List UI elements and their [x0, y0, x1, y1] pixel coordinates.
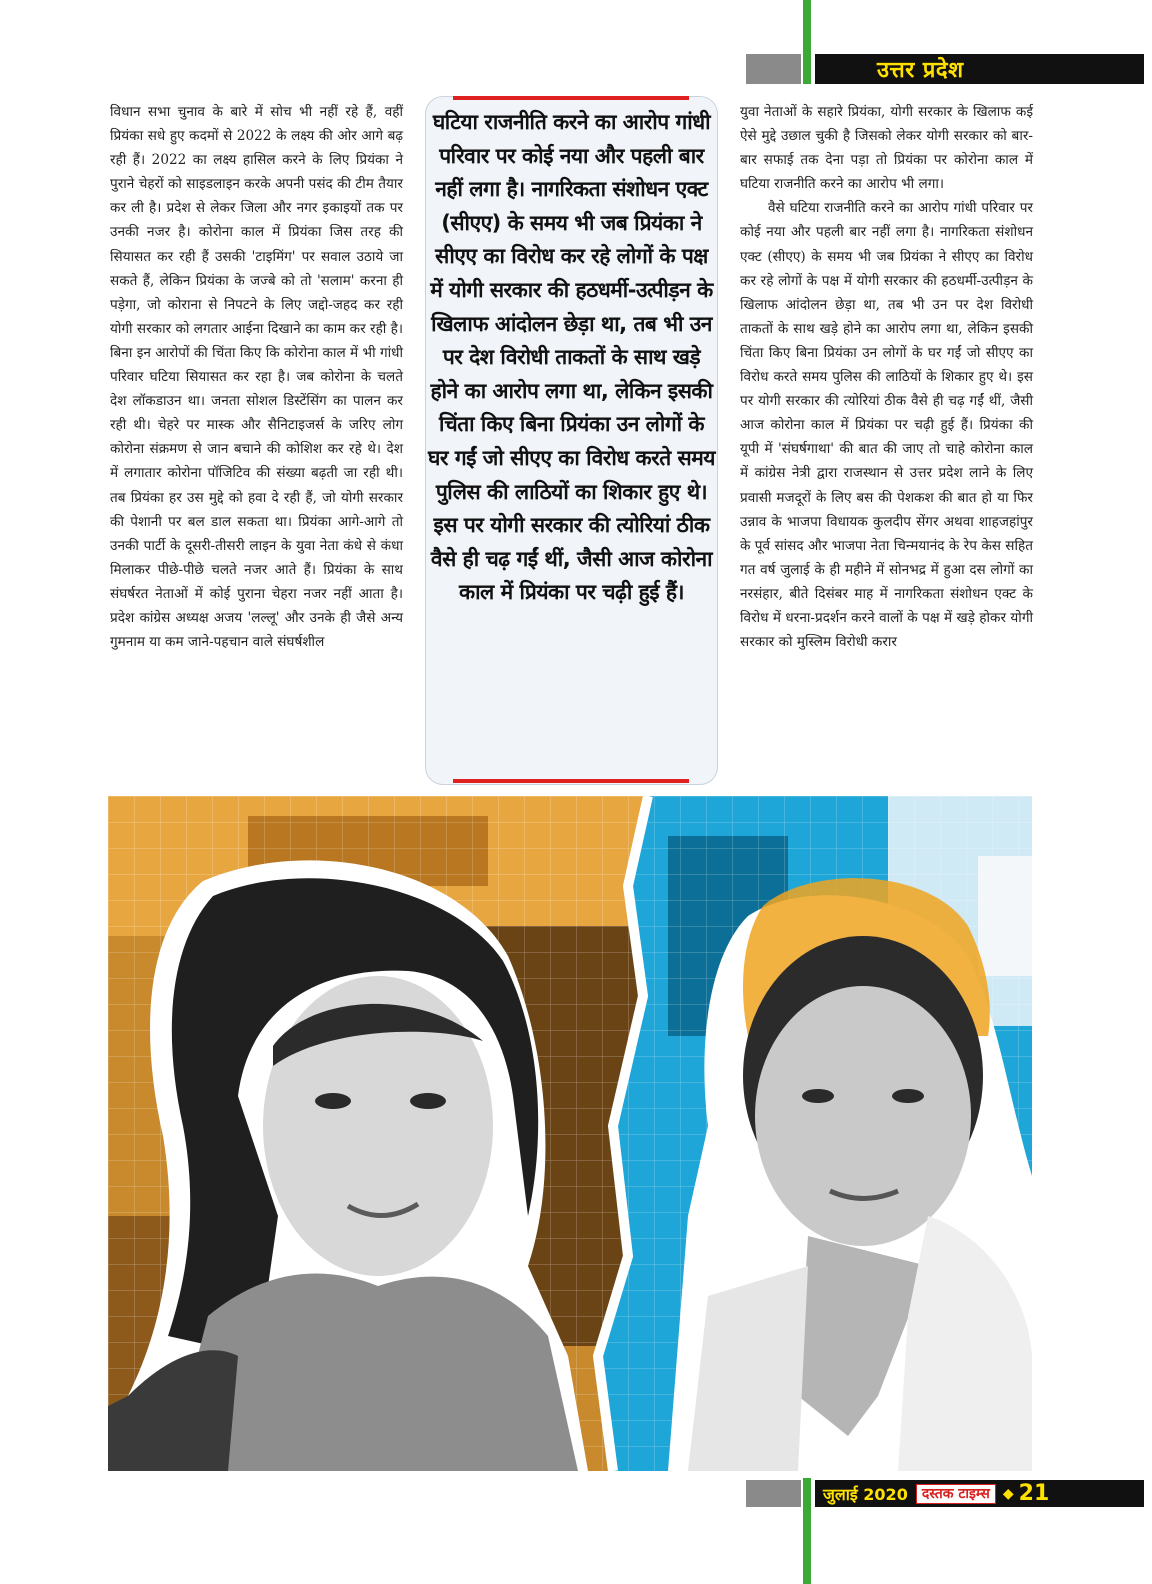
- article-paragraph: विधान सभा चुनाव के बारे में सोच भी नहीं रहे हैं, वहीं प्रियंका सधे हुए कदमों से 2022 के लक्ष्य की ओर आगे बढ़ रही हैं। 2022 का लक्ष्य हासिल करने के लिए प्रियंका ने पुराने चेहरों को साइडलाइन करके अपनी पसंद की टीम तैयार कर ली है। प्रदेश से लेकर जिला और नगर इकाइयों तक पर उनकी नजर है। कोरोना काल में प्रियंका जिस तरह की सियासत कर रही हैं उसकी 'टाइमिंग' पर सवाल उठाये जा सकते हैं, लेकिन प्रियंका के जज्बे को तो 'सलाम' करना ही पड़ेगा, जो कोराना से निपटने के लिए जद्दो-जहद कर रही योगी सरकार को लगतार आईना दिखाने का काम कर रही है। बिना इन आरोपों की चिंता किए कि कोरोना काल में भी गांधी परिवार घटिया सियासत कर रहा है। जब कोरोना के चलते देश लॉकडाउन था। जनता सोशल डिस्टेंसिंग का पालन कर रही थी। चेहरे पर मास्क और सैनिटाइजर्स के जरिए लोग कोरोना संक्रमण से जान बचाने की कोशिश कर रहे थे। देश में लगातार कोरोना पॉजिटिव की संख्या बढ़ती जा रही थी। तब प्रियंका हर उस मुद्दे को हवा दे रही हैं, जो योगी सरकार की पेशानी पर बल डाल सकता था। प्रियंका आगे-आगे तो उनकी पार्टी के दूसरी-तीसरी लाइन के युवा नेता कंधे से कंधा मिलाकर पीछे-पीछे चलते नजर आते हैं। प्रियंका के साथ संघर्षरत नेताओं में कोई पुराना चेहरा नजर नहीं आता है। प्रदेश कांग्रेस अध्यक्ष अजय 'लल्लू' और उनके ही जैसे अन्य गुमनाम या कम जाने-पहचान वाले संघर्षशील: [110, 104, 403, 651]
- footer-bar: [815, 1480, 1144, 1507]
- photo-collage: [108, 796, 1032, 1471]
- portrait-right: [668, 878, 1032, 1471]
- pullquote-rule-top: [453, 96, 689, 100]
- bullet-icon: ◆: [1002, 1485, 1014, 1502]
- page-number: 21: [1018, 1481, 1050, 1506]
- section-tab-gray: [746, 54, 801, 84]
- section-header: [815, 54, 1144, 84]
- section-title: उत्तर प्रदेश: [877, 58, 964, 83]
- article-column-right: [740, 100, 1033, 654]
- accent-bar-top: [803, 0, 811, 84]
- article-paragraph: वैसे घटिया राजनीति करने का आरोप गांधी परिवार पर कोई नया और पहली बार नहीं लगा है। नागरिकता संशोधन एक्ट (सीएए) के समय भी जब प्रियंका ने सीएए का विरोध कर रहे लोगों के पक्ष में योगी सरकार की हठधर्मी-उत्पीड़न के खिलाफ आंदोलन छेड़ा था, तब भी उन पर देश विरोधी ताकतों के साथ खड़े होने का आरोप लगा था, लेकिन इसकी चिंता किए बिना प्रियंका उन लोगों के घर गईं जो सीएए का विरोध करते समय पुलिस की लाठियों के शिकार हुए थे। इस पर योगी सरकार की त्योरियां ठीक वैसे ही चढ़ गईं थीं, जैसी आज कोरोना काल में प्रियंका पर चढ़ी हुई हैं। प्रियंका की यूपी में 'संघर्षगाथा' की बात की जाए तो चाहे कोरोना काल में कांग्रेस नेत्री द्वारा राजस्थान से उत्तर प्रदेश लाने के लिए प्रवासी मजदूरों के लिए बस की पेशकश की बात हो या फिर उन्नाव के भाजपा विधायक कुलदीप सेंगर अथवा शाहजहांपुर के पूर्व सांसद और भाजपा नेता चिन्मयानंद के रेप केस सहित गत वर्ष जुलाई के ही महीने में सोनभद्र में हुआ दस लोगों का नरसंहार, बीते दिसंबर माह में नागरिकता संशोधन एक्ट के विरोध में धरना-प्रदर्शन करने वालों के पक्ष में खड़े होकर योगी सरकार को मुस्लिम विरोधी करार: [740, 200, 1033, 651]
- pullquote-text: घटिया राजनीति करने का आरोप गांधी परिवार पर कोई नया और पहली बार नहीं लगा है। नागरिकता संशोधन एक्ट (सीएए) के समय भी जब प्रियंका ने सीएए का विरोध कर रहे लोगों के पक्ष में योगी सरकार की हठधर्मी-उत्पीड़न के खिलाफ आंदोलन छेड़ा था, तब भी उन पर देश विरोधी ताकतों के साथ खड़े होने का आरोप लगा था, लेकिन इसकी चिंता किए बिना प्रियंका उन लोगों के घर गईं जो सीएए का विरोध करते समय पुलिस की लाठियों का शिकार हुए थे। इस पर योगी सरकार की त्योरियां ठीक वैसे ही चढ़ गईं थीं, जैसी आज कोरोना काल में प्रियंका पर चढ़ी हुई हैं।: [428, 110, 715, 605]
- magazine-logo: दस्तक टाइम्स: [916, 1484, 996, 1504]
- footer-tab-gray: [746, 1480, 801, 1507]
- pullquote-rule-bottom: [453, 779, 689, 783]
- issue-date: जुलाई 2020: [823, 1484, 908, 1504]
- collage-illustration: [108, 796, 1032, 1471]
- article-column-left: [110, 100, 403, 654]
- accent-bar-bottom: [803, 1478, 811, 1584]
- article-paragraph: युवा नेताओं के सहारे प्रियंका, योगी सरकार के खिलाफ कई ऐसे मुद्दे उछाल चुकी है जिसको लेकर योगी सरकार को बार-बार सफाई तक देना पड़ा तो प्रियंका पर कोरोना काल में घटिया राजनीति करने का आरोप भी लगा।: [740, 104, 1033, 193]
